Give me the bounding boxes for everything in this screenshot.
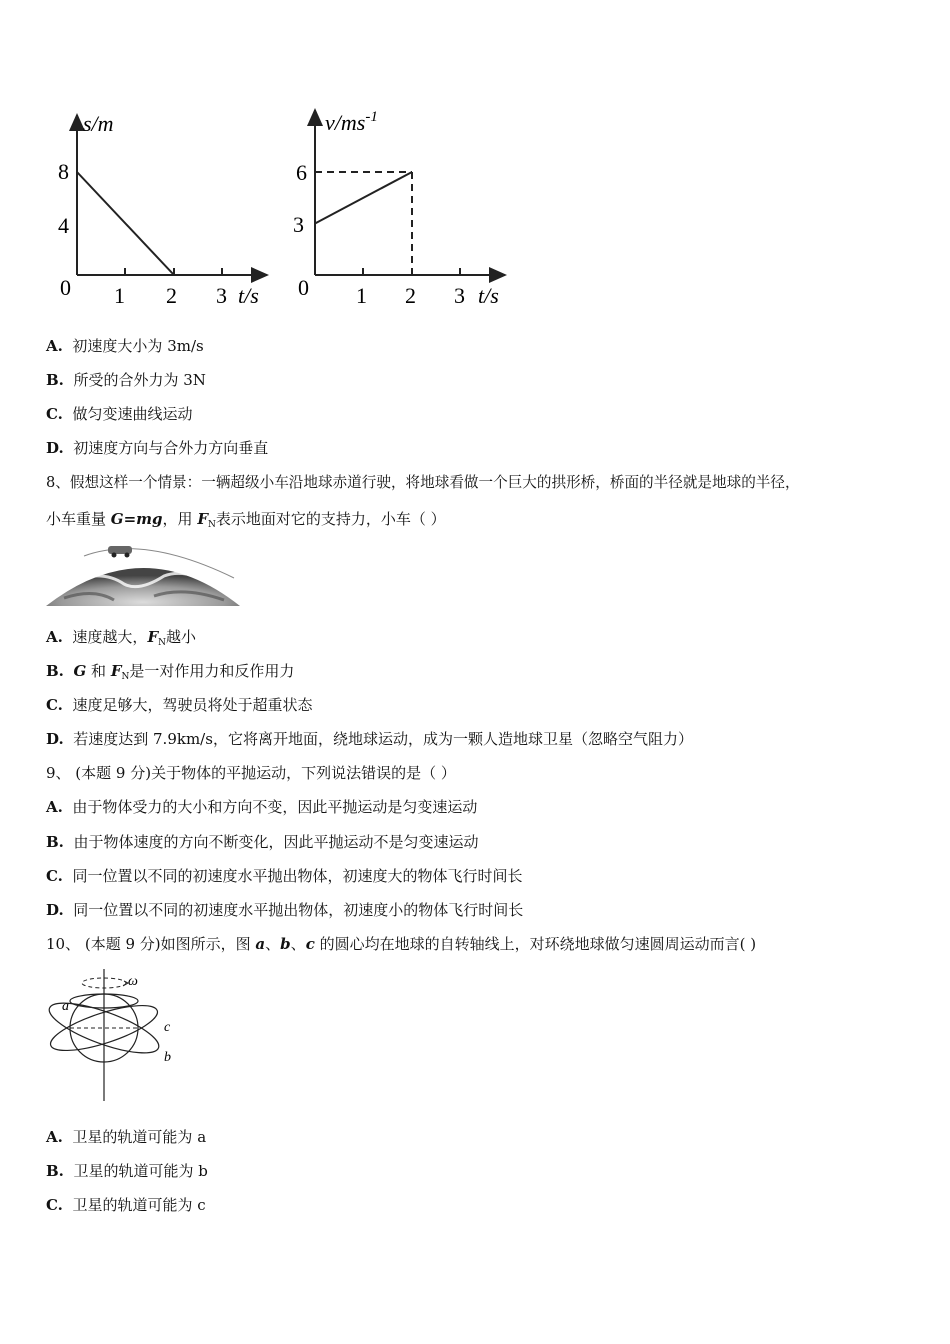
q8-stem-line2: 小车重量 G=mg，用 $F_N$表示地面对它的支持力，小车（ ）	[46, 510, 446, 530]
label-a: a	[62, 999, 69, 1014]
q7-option-b: B. 所受的合外力为 3N	[46, 371, 206, 389]
x-tick-label-3: 3	[216, 283, 227, 308]
x-tick-label-1: 1	[356, 283, 367, 308]
q8-option-c: C. 速度足够大，驾驶员将处于超重状态	[46, 696, 313, 714]
car-wheel-front	[112, 553, 117, 558]
q9-option-d: D. 同一位置以不同的初速度水平抛出物体，初速度小的物体飞行时间长	[46, 901, 524, 919]
q10-stem: 10、 (本题 9 分)如图所示，图 a、b、c 的圆心均在地球的自转轴线上，对环绕地球做匀速圆周运动而言( )	[46, 935, 757, 953]
y-axis-label: s/m	[83, 111, 114, 136]
q10-option-b: B. 卫星的轨道可能为 b	[46, 1162, 208, 1180]
q8-option-b: B. G 和 $F_N$是一对作用力和反作用力	[46, 662, 295, 682]
origin-label: 0	[60, 275, 71, 300]
x-tick-label-2: 2	[166, 283, 177, 308]
s-t-graph	[50, 105, 280, 320]
x-axis-label: t/s	[238, 283, 259, 308]
q7-option-a: A. 初速度大小为 3m/s	[46, 337, 204, 355]
orbits-figure	[44, 965, 194, 1105]
q10-option-a: A. 卫星的轨道可能为 a	[46, 1128, 207, 1146]
s-t-line	[77, 172, 174, 275]
q9-option-b: B. 由于物体速度的方向不断变化，因此平抛运动不是匀变速运动	[46, 833, 479, 851]
q9-option-c: C. 同一位置以不同的初速度水平抛出物体，初速度大的物体飞行时间长	[46, 867, 523, 885]
earth-bridge-figure	[44, 540, 244, 610]
y-tick-label-3: 3	[293, 212, 304, 237]
q9-option-a: A. 由于物体受力的大小和方向不变，因此平抛运动是匀变速运动	[46, 798, 478, 816]
q8-option-d: D. 若速度达到 7.9km/s，它将离开地面，绕地球运动，成为一颗人造地球卫星（忽略空气阻力）	[46, 730, 693, 748]
q8-option-a: A. 速度越大，$F_N$越小	[46, 628, 196, 648]
x-tick-label-2: 2	[405, 283, 416, 308]
label-b: b	[164, 1050, 171, 1065]
label-c: c	[164, 1020, 171, 1035]
y-tick-label-4: 4	[58, 213, 69, 238]
car-wheel-back	[125, 553, 130, 558]
v-t-line	[315, 172, 412, 224]
car-body	[108, 546, 132, 554]
q8-stem-line1: 8、假想这样一个情景：一辆超级小车沿地球赤道行驶，将地球看做一个巨大的拱形桥，桥面的半径就是地球的半径，	[46, 474, 800, 491]
q10-option-c: C. 卫星的轨道可能为 c	[46, 1196, 206, 1214]
x-tick-label-3: 3	[454, 283, 465, 308]
q9-stem: 9、 (本题 9 分)关于物体的平抛运动，下列说法错误的是（ ）	[46, 764, 456, 782]
x-tick-label-1: 1	[114, 283, 125, 308]
y-axis-label: $v/ms^{-1}$	[325, 109, 378, 135]
y-tick-label-8: 8	[58, 159, 69, 184]
y-tick-label-6: 6	[296, 160, 307, 185]
omega-label: ω	[128, 974, 138, 989]
v-t-graph	[288, 100, 518, 320]
x-axis-label: t/s	[478, 283, 499, 308]
origin-label: 0	[298, 275, 309, 300]
q7-option-c: C. 做匀变速曲线运动	[46, 405, 193, 423]
q7-option-d: D. 初速度方向与合外力方向垂直	[46, 439, 269, 457]
